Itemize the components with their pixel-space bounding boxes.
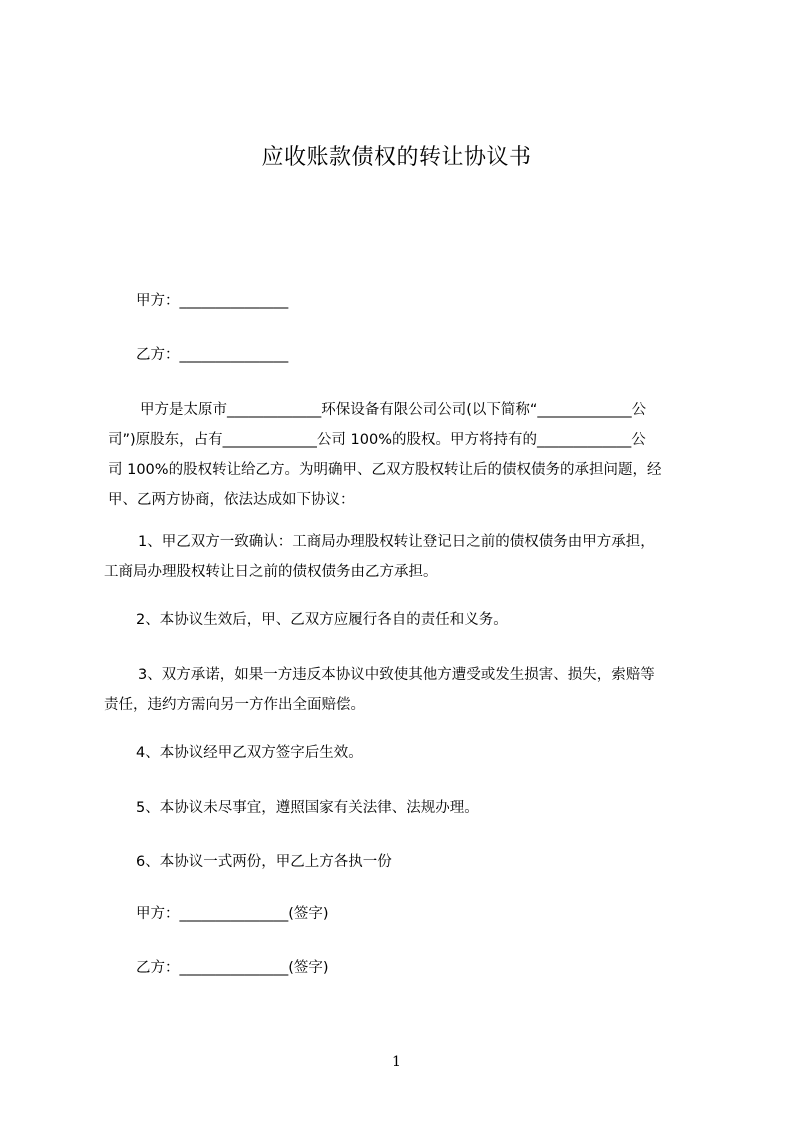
clause-line: 1、甲乙双方一致确认：工商局办理股权转让登记日之前的债权债务由甲方承担， <box>138 534 655 550</box>
clause-line: 2、本协议生效后，甲、乙双方应履行各自的责任和义务。 <box>136 612 508 628</box>
clause-3 <box>104 660 655 720</box>
clause-5 <box>136 793 479 823</box>
clause-6 <box>136 847 392 877</box>
clause-line: 6、本协议一式两份，甲乙上方各执一份 <box>136 854 392 870</box>
signature-party-b: 乙方：_______________(签字) <box>136 960 329 976</box>
intro-line: 甲方是太原市_____________环保设备有限公司公司(以下简称“_____________公 <box>140 402 647 418</box>
intro-paragraph <box>108 395 662 515</box>
document-title: 应收账款债权的转让协议书 <box>261 145 532 170</box>
clause-line: 4、本协议经甲乙双方签字后生效。 <box>136 745 363 761</box>
party-b-line: 乙方：_______________ <box>136 347 289 363</box>
intro-line: 司”)原股东，占有_____________公司 100%的股权。甲方将持有的_____________公 <box>108 432 646 448</box>
party-a-line: 甲方：_______________ <box>136 293 289 309</box>
clause-line: 责任，违约方需向另一方作出全面赔偿。 <box>104 697 365 713</box>
clause-line: 工商局办理股权转让日之前的债权债务由乙方承担。 <box>104 564 438 580</box>
clause-1 <box>104 527 655 587</box>
intro-line: 司 100%的股权转让给乙方。为明确甲、乙双方股权转让后的债权债务的承担问题，经 <box>108 462 662 478</box>
intro-line: 甲、乙两方协商，依法达成如下协议： <box>108 492 355 508</box>
clause-line: 3、双方承诺，如果一方违反本协议中致使其他方遭受或发生损害、损失，索赔等 <box>138 667 655 683</box>
clause-4 <box>136 738 363 768</box>
clause-2 <box>136 605 508 635</box>
page-number: 1 <box>392 1054 401 1070</box>
clause-line: 5、本协议未尽事宜，遵照国家有关法律、法规办理。 <box>136 800 479 816</box>
signature-party-a: 甲方：_______________(签字) <box>136 906 329 922</box>
